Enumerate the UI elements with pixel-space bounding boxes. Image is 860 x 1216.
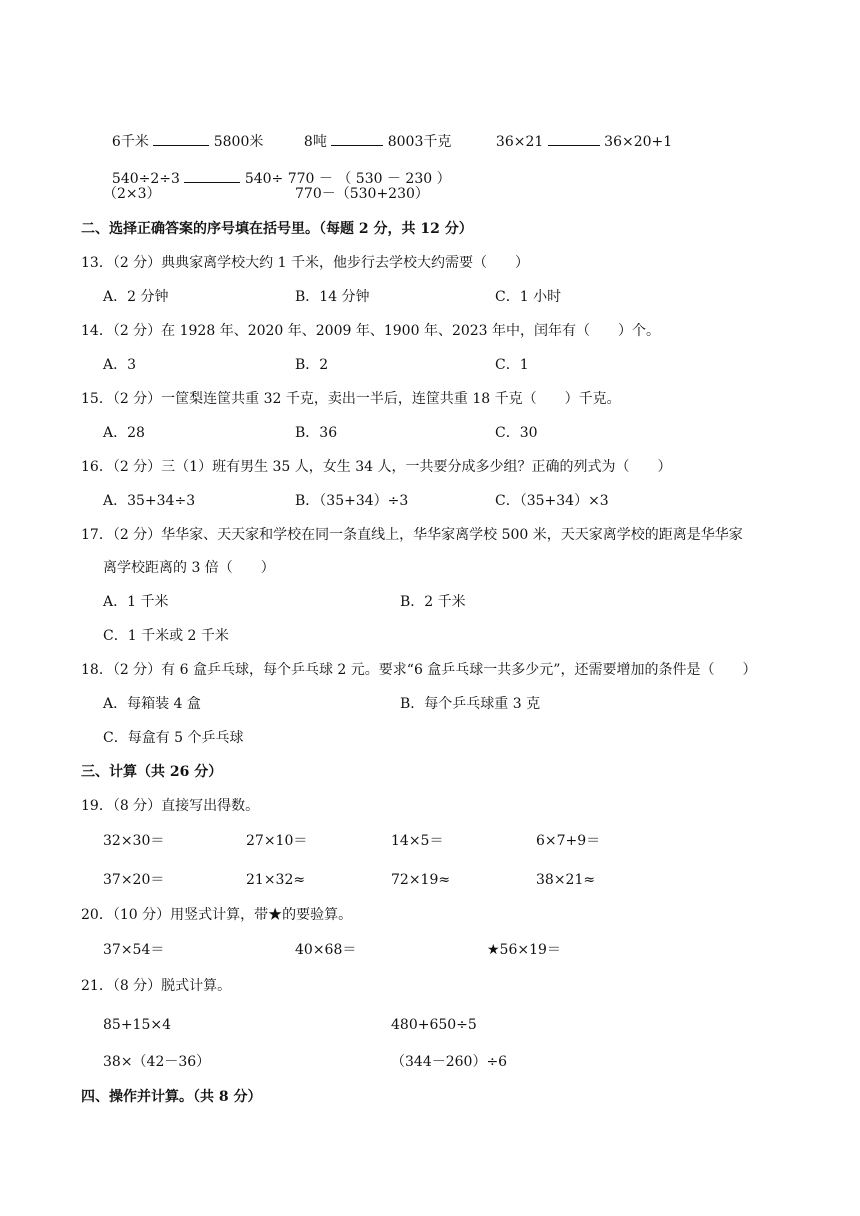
option-b[interactable]: B．2 千米 — [400, 594, 466, 610]
compare-left: 36×21 — [495, 134, 544, 150]
compare-right: 36×20+1 — [604, 134, 673, 150]
oral-calc-item: 32×30＝ — [103, 833, 165, 849]
option-c[interactable]: C．1 小时 — [495, 289, 562, 305]
question-19: 19．（8 分）直接写出得数。 — [81, 798, 260, 814]
step-calc-item: 480+650÷5 — [391, 1017, 477, 1033]
answer-blank[interactable] — [331, 132, 383, 146]
compare-row-1c — [487, 114, 672, 151]
section-3-title: 三、计算（共 26 分） — [81, 764, 223, 780]
oral-calc-item: 27×10＝ — [246, 833, 308, 849]
option-c[interactable]: C．每盒有 5 个乒乓球 — [103, 730, 244, 746]
step-calc-item: （344－260）÷6 — [391, 1054, 508, 1070]
question-13: 13．（2 分）典典家离学校大约 1 千米，他步行去学校大约需要（ ） — [81, 255, 529, 271]
question-21: 21．（8 分）脱式计算。 — [81, 978, 232, 994]
step-calc-item: 38×（42－36） — [103, 1054, 211, 1070]
compare-row-3-left: （2×3） — [103, 186, 161, 202]
option-c[interactable]: C．1 — [495, 357, 529, 373]
question-17-cont: 离学校距离的 3 倍（ ） — [103, 560, 275, 576]
compare-row-3-right: 770－（530+230） — [295, 186, 429, 202]
compare-row-1 — [103, 114, 263, 151]
oral-calc-item: 21×32≈ — [246, 872, 306, 888]
oral-calc-item: 6×7+9＝ — [536, 833, 601, 849]
option-b[interactable]: B．2 — [295, 357, 329, 373]
option-c[interactable]: C．（35+34）×3 — [495, 493, 609, 509]
answer-blank[interactable] — [548, 132, 600, 146]
answer-blank[interactable] — [153, 132, 209, 146]
question-15: 15．（2 分）一筐梨连筐共重 32 千克，卖出一半后，连筐共重 18 千克（ ）千克。 — [81, 391, 621, 407]
question-14: 14．（2 分）在 1928 年、2020 年、2009 年、1900 年、2023 年中，闰年有（ ）个。 — [81, 323, 661, 339]
compare-row-1b — [295, 114, 451, 151]
option-b[interactable]: B．14 分钟 — [295, 289, 370, 305]
option-b[interactable]: B．每个乒乓球重 3 克 — [400, 696, 541, 712]
option-a[interactable]: A．35+34÷3 — [103, 493, 196, 509]
compare-right: 8003千克 — [387, 134, 452, 150]
question-16: 16．（2 分）三（1）班有男生 35 人，女生 34 人，一共要分成多少组？正确的列式为（ ） — [81, 459, 672, 475]
oral-calc-item: 38×21≈ — [536, 872, 596, 888]
compare-left: 540÷2÷3 — [111, 171, 180, 187]
compare-right: 5800米 — [213, 134, 264, 150]
vertical-calc-item: ★56×19＝ — [487, 942, 561, 958]
section-4-title: 四、操作并计算。（共 8 分） — [81, 1089, 262, 1105]
question-17: 17．（2 分）华华家、天天家和学校在同一条直线上，华华家离学校 500 米，天天家离学校的距离是华华家 — [81, 527, 743, 543]
option-c[interactable]: C．1 千米或 2 千米 — [103, 628, 229, 644]
question-18: 18．（2 分）有 6 盒乒乓球，每个乒乓球 2 元。要求“6 盒乒乓球一共多少元”，还需要增加的条件是（ ） — [81, 662, 757, 678]
option-a[interactable]: A．每箱装 4 盒 — [103, 696, 201, 712]
compare-row-2 — [103, 151, 451, 188]
section-2-title: 二、选择正确答案的序号填在括号里。（每题 2 分，共 12 分） — [81, 221, 473, 237]
oral-calc-item: 37×20＝ — [103, 872, 165, 888]
question-20: 20．（10 分）用竖式计算，带★的要验算。 — [81, 907, 353, 923]
option-a[interactable]: A．28 — [103, 425, 145, 441]
vertical-calc-item: 37×54＝ — [103, 942, 165, 958]
option-b[interactable]: B．（35+34）÷3 — [295, 493, 409, 509]
vertical-calc-item: 40×68＝ — [295, 942, 357, 958]
option-c[interactable]: C．30 — [495, 425, 538, 441]
compare-right: 540÷ 770 － （ 530 － 230 ） — [244, 171, 451, 187]
step-calc-item: 85+15×4 — [103, 1017, 171, 1033]
oral-calc-item: 72×19≈ — [391, 872, 451, 888]
compare-left: 8吨 — [303, 134, 327, 150]
option-a[interactable]: A．1 千米 — [103, 594, 169, 610]
option-a[interactable]: A．3 — [103, 357, 137, 373]
answer-blank[interactable] — [184, 169, 240, 183]
option-a[interactable]: A．2 分钟 — [103, 289, 169, 305]
oral-calc-item: 14×5＝ — [391, 833, 444, 849]
option-b[interactable]: B．36 — [295, 425, 338, 441]
compare-left: 6千米 — [111, 134, 149, 150]
